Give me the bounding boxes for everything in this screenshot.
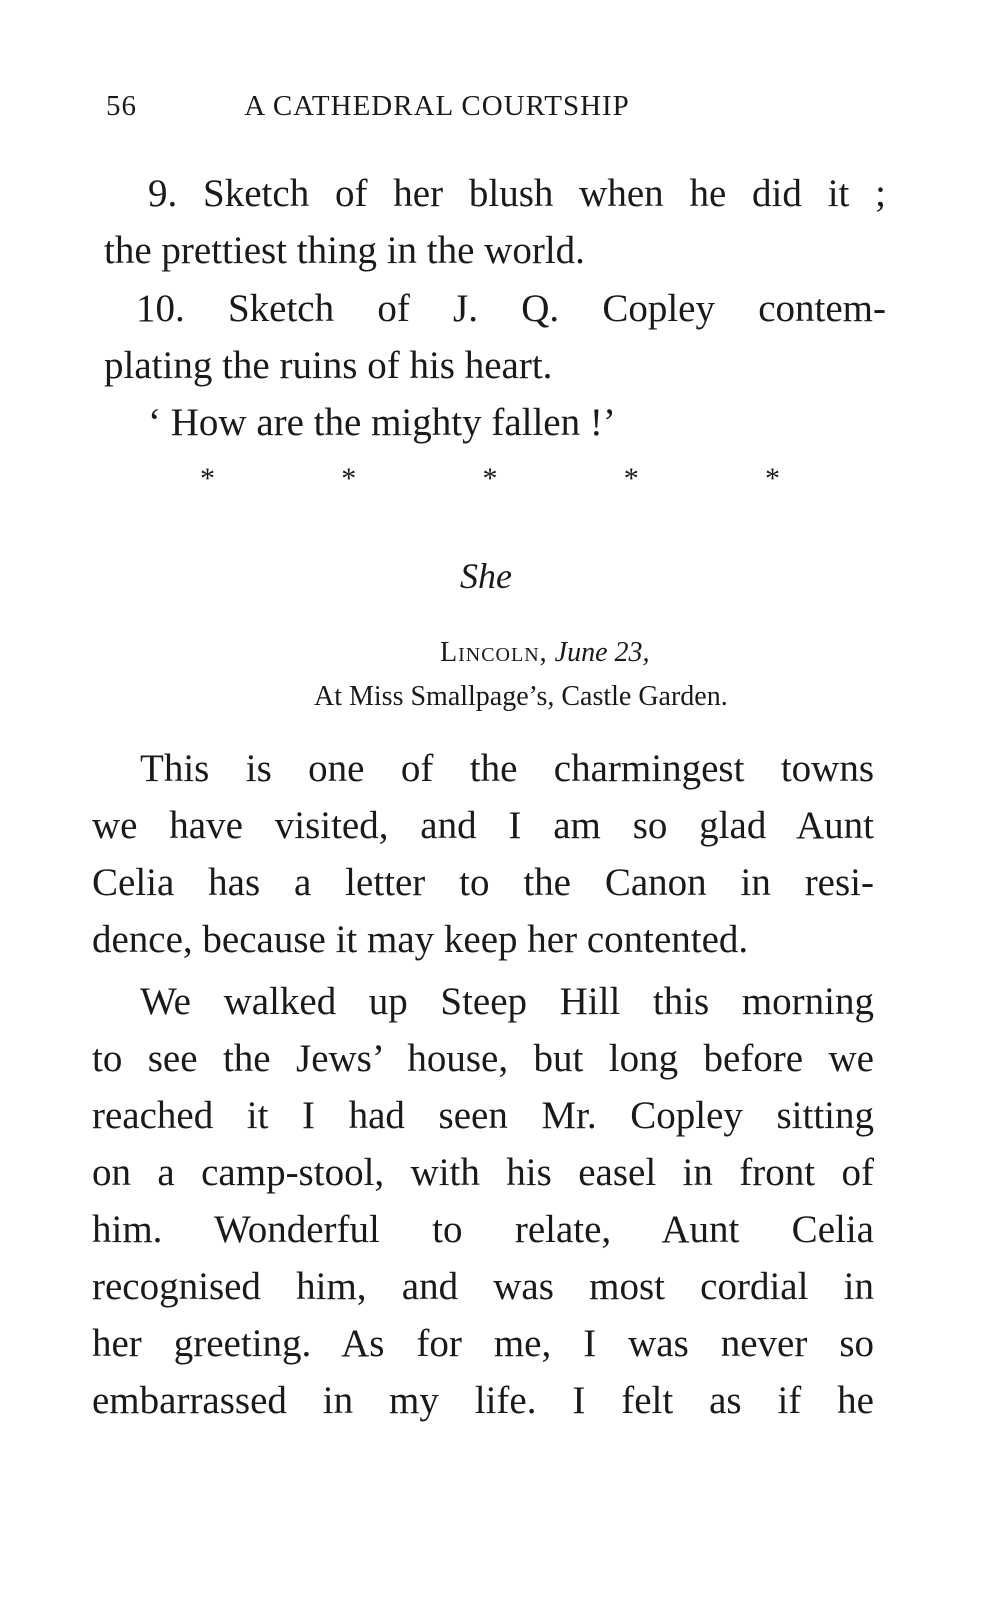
page-header (106, 90, 806, 123)
list-item-10 (104, 280, 886, 394)
letter-paragraph-2 (92, 973, 874, 1429)
paragraph-line: her greeting. As for me, I was never so (92, 1322, 874, 1365)
section-heading: She (460, 556, 512, 596)
list-item-9-line-1: 9. Sketch of her blush when he did it ; (148, 172, 886, 215)
divider-star: * (341, 462, 357, 495)
paragraph-line: him. Wonderful to relate, Aunt Celia (92, 1208, 874, 1251)
dateline (440, 637, 650, 669)
divider-star: * (200, 462, 215, 495)
section-divider (200, 462, 780, 496)
paragraph-line: Celia has a letter to the Canon in resi- (92, 861, 874, 904)
paragraph-line: reached it I had seen Mr. Copley sitting (92, 1094, 874, 1137)
dateline-place: Lincoln, (440, 637, 548, 668)
paragraph-line: recognised him, and was most cordial in (92, 1265, 874, 1308)
list-item-9-line-2: the prettiest thing in the world. (104, 229, 585, 272)
paragraph-line: we have visited, and I am so glad Aunt (92, 804, 874, 847)
divider-star: * (623, 462, 639, 495)
list-item-9 (104, 165, 886, 279)
paragraph-line: embarrassed in my life. I felt as if he (92, 1379, 874, 1422)
list-item-10-line-2: plating the ruins of his heart. (104, 344, 553, 387)
divider-star: * (765, 462, 780, 495)
list-item-10-line-1: 10. Sketch of J. Q. Copley contem- (136, 287, 886, 330)
running-title: A CATHEDRAL COURTSHIP (244, 90, 630, 122)
dateline-date: June 23, (554, 637, 650, 668)
letter-paragraph-1 (92, 740, 874, 968)
paragraph-line: dence, because it may keep her contented. (92, 918, 749, 961)
address-line: At Miss Smallpage’s, Castle Garden. (314, 681, 728, 712)
paragraph-line: on a camp-stool, with his easel in front of (92, 1151, 874, 1194)
quotation: ‘ How are the mighty fallen !’ (148, 401, 616, 444)
page-number: 56 (106, 90, 137, 122)
paragraph-line: This is one of the charmingest towns (140, 747, 874, 790)
divider-star: * (482, 462, 498, 495)
paragraph-line: We walked up Steep Hill this morning (140, 980, 874, 1023)
paragraph-line: to see the Jews’ house, but long before we (92, 1037, 874, 1080)
